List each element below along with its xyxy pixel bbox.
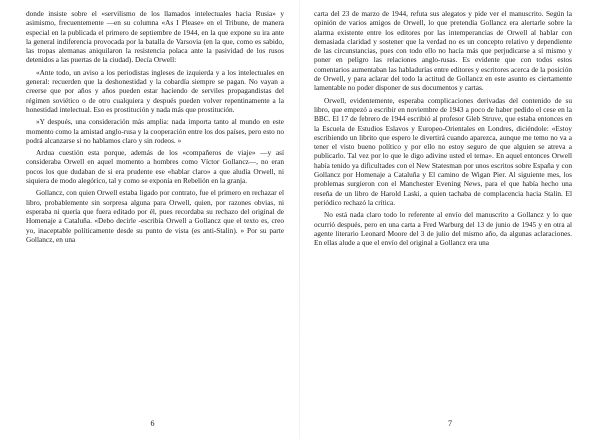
page-number-right: 7 xyxy=(448,419,452,428)
paragraph: donde insiste sobre el «servilismo de los llamados intelectuales hacia Rusia» y asimismo, frecuentemente —en su columna «As I Please» en el Tribune, de manera especial en la publicada el primero de septiembre de 1944, en la que expone su ira ante la general indiferencia provocada por la batalla de Varsovia (en la que, como es sabido, las tropas alemanas aniquilaron la resistencia polaca ante la pasividad de los rusos detenidos a las puertas de la ciudad). Decía Orwell: xyxy=(26,9,284,65)
page-number-left: 6 xyxy=(150,419,155,428)
paragraph: carta del 23 de marzo de 1944, refuta sus alegatos y pide ver el manuscrito. Según la opinión de varios amigos de Orwell, lo que pretendía Gollancz era alertarle sobre la alarma existente entre los editores por las intemperancias de Orwell al hablar con demasiada claridad y sostener que la verdad no es un concepto relativo y dependiente de las circunstancias, pues con todo ello no hacía más que perjudicarse a sí mismo y poner en peligro las relaciones anglo-rusas. Es evidente que con todos estos comentarios aumentaban las habladurías entre editores y escritores acerca de la posición de Orwell, y para aclarar del todo la actitud de Gollancz en este asunto es ciertamente lamentable no poder disponer de sus documentos y cartas. xyxy=(314,9,572,93)
paragraph: Ardua cuestión esta porque, además de los «compañeros de viaje» —y así consideraba Orwell en aquel momento a hombres como Víctor Gollancz—, no eran pocos los que dudaban de si era prudente ese «hablar claro» a que aludía Orwell, ni siquiera de modo alegórico, tal y como se exponía en Rebelión en la granja. xyxy=(26,148,284,186)
right-page xyxy=(300,0,600,439)
quote-paragraph: «Ante todo, un aviso a los periodistas ingleses de izquierda y a los intelectuales en general: recuerden que la deshonestidad y la cobardía siempre se pagan. No vayan a creerse que por años y años pueden estar haciendo de serviles propagandistas del régimen soviético o de otro cualquiera y después pueden volver repentinamente a la honestidad intelectual. Eso es prostitución y nada más que prostitución. xyxy=(26,67,284,114)
paragraph: Gollancz, con quien Orwell estaba ligado por contrato, fue el primero en rechazar el libro, probablemente sin sorpresa alguna para Orwell, quien, por razones obvias, ni esperaba ni quería que fuera editado por él, pues recordaba su rechazo del original de Homenaje a Cataluña. «Debo decirle -escribía Orwell a Gollancz que el texto es, creo yo, inaceptable políticamente desde su punto de vista (es anti-Stalin). » Por su parte Gollancz, en una xyxy=(26,188,284,244)
paragraph: Orwell, evidentemente, esperaba complicaciones derivadas del contenido de su libro, que empezó a escribir en noviembre de 1943 a poco de haber pedido el cese en la BBC. El 17 de febrero de 1944 escribió al profesor Gleb Struve, que estaba entonces en la Escuela de Estudios Eslavos y Europeo-Orientales en Londres, diciéndole: «Estoy escribiendo un librito que espero le divertirá cuando aparezca, aunque me temo no va a tener el visto bueno político y por ello no estoy seguro de que alguien se atreva a publicarlo. Tal vez por lo que le digo adivine usted el tema». En aquel entonces Orwell había tenido ya dificultades con el New Statesman por unos escritos sobre España y con Gollancz por Homenaje a Cataluña y El camino de Wigan Pier. Al siguiente mes, los problemas surgieron con el Manchester Evening News, para el que había hecho una reseña de un libro de Harold Laski, a quien tachaba de complacencia hacia Stalin. El periódico rechazó la crítica. xyxy=(314,95,572,207)
quote-paragraph: »Y después, una consideración más amplia: nada importa tanto al mundo en este momento como la amistad anglo-rusa y la cooperación entre los dos países, pero esto no podrá alcanzarse si no hablamos claro y sin rodeos. » xyxy=(26,117,284,145)
paragraph: No está nada claro todo lo referente al envío del manuscrito a Gollancz y lo que ocurrió después, pero en una carta a Fred Warburg del 13 de junio de 1945 y en otra al agente literario Leonard Moore del 3 de julio del mismo año, da algunas aclaraciones. En ellas alude a que el envío del original a Gollancz era una xyxy=(314,210,572,248)
